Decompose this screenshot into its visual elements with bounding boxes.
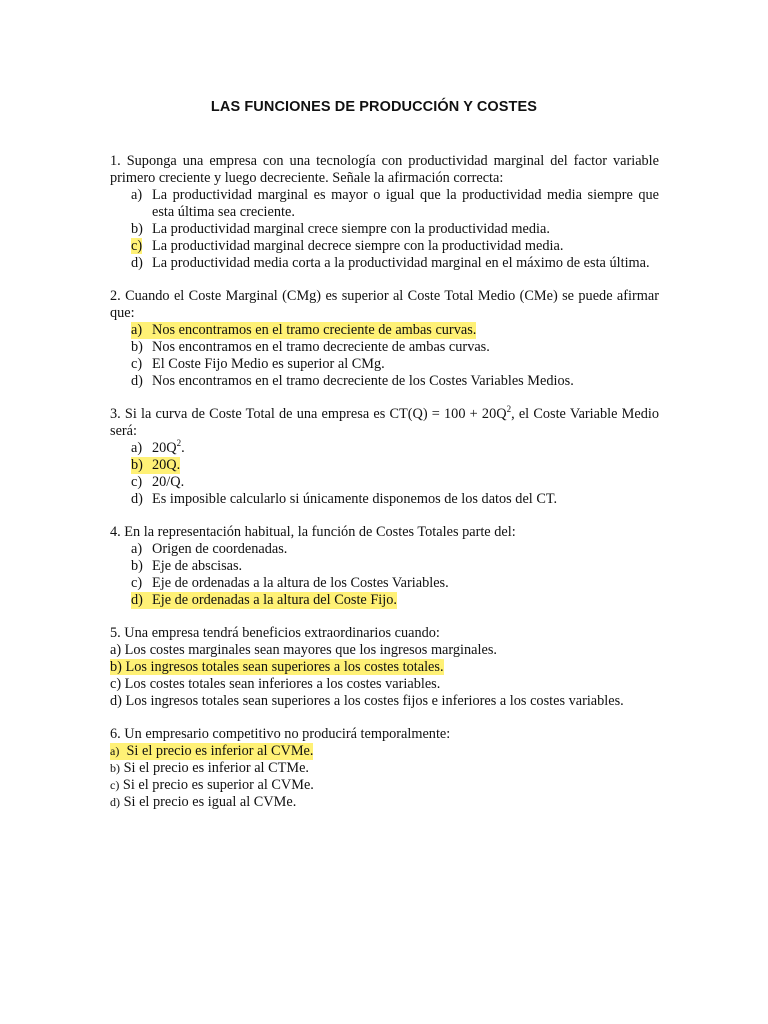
q6-option-b: b) Si el precio es inferior al CTMe. xyxy=(110,760,309,776)
question-6-stem: 6. Un empresario competitivo no producirá temporalmente: xyxy=(110,726,451,742)
question-2 xyxy=(110,288,659,390)
q1-option-a: a) La productividad marginal es mayor o igual que la productividad media siempre que esta última sea creciente. xyxy=(131,187,659,220)
q3-option-d: d) Es imposible calcularlo si únicamente disponemos de los datos del CT. xyxy=(131,491,558,507)
question-3-stem: 3. Si la curva de Coste Total de una empresa es $CT(Q) = 100 + 20Q^2$, el Coste Variable Medio será: xyxy=(110,404,659,439)
q3-answer-highlight: 20Q. xyxy=(152,457,181,473)
q4-option-d: d) Eje de ordenadas a la altura del Coste Fijo. xyxy=(131,592,397,608)
q2-option-a: a) Nos encontramos en el tramo creciente de ambas curvas. xyxy=(131,322,477,338)
q5-option-b xyxy=(110,659,659,676)
q1-option-d: d) La productividad media corta a la productividad marginal en el máximo de esta última. xyxy=(131,255,650,271)
q4-answer-highlight: Eje de ordenadas a la altura del Coste Fijo. xyxy=(152,592,397,608)
question-4 xyxy=(110,524,659,609)
q4-option-b: b) Eje de abscisas. xyxy=(131,558,243,574)
q5-answer-highlight: b) Los ingresos totales sean superiores a los costes totales. xyxy=(110,659,444,675)
question-2-stem: 2. Cuando el Coste Marginal (CMg) es superior al Coste Total Medio (CMe) se puede afirmar que: xyxy=(110,288,659,321)
q1-option-c: c) La productividad marginal decrece siempre con la productividad media. xyxy=(131,238,564,254)
q3-option-b: b) 20Q. xyxy=(131,457,181,473)
page-title: LAS FUNCIONES DE PRODUCCIÓN Y COSTES xyxy=(210,99,538,115)
q3-option-c: c) 20/Q. xyxy=(131,474,185,490)
question-5-stem: 5. Una empresa tendrá beneficios extraordinarios cuando: xyxy=(110,625,440,641)
q6-option-d: d) Si el precio es igual al CVMe. xyxy=(110,794,297,810)
question-5 xyxy=(110,625,659,710)
q2-option-b: b) Nos encontramos en el tramo decreciente de ambas curvas. xyxy=(131,339,490,355)
question-1-stem: 1. Suponga una empresa con una tecnología con productividad marginal del factor variable primero creciente y luego decreciente. Señale la afirmación correcta: xyxy=(110,153,659,186)
question-3 xyxy=(110,406,659,508)
q6-answer-highlight: Si el precio es inferior al CVMe. xyxy=(126,743,314,759)
question-4-stem: 4. En la representación habitual, la función de Costes Totales parte del: xyxy=(110,524,516,540)
q5-option-d: d) Los ingresos totales sean superiores a los costes fijos e inferiores a los costes variables. xyxy=(110,693,624,709)
q2-answer-highlight: Nos encontramos en el tramo creciente de ambas curvas. xyxy=(152,322,477,338)
q5-option-a: a) Los costes marginales sean mayores que los ingresos marginales. xyxy=(110,642,497,658)
q2-option-d: d) Nos encontramos en el tramo decreciente de los Costes Variables Medios. xyxy=(131,373,574,389)
q5-option-c: c) Los costes totales sean inferiores a los costes variables. xyxy=(110,676,441,692)
q6-option-c: c) Si el precio es superior al CVMe. xyxy=(110,777,314,793)
q1-answer-highlight: c) xyxy=(131,238,143,254)
q6-option-a: a) Si el precio es inferior al CVMe. xyxy=(110,743,314,759)
q4-option-c: c) Eje de ordenadas a la altura de los Costes Variables. xyxy=(131,575,449,591)
q4-option-a: a) Origen de coordenadas. xyxy=(131,541,288,557)
q3-option-a: a) $20Q^2$. xyxy=(131,438,185,456)
question-6 xyxy=(110,726,659,811)
q2-option-c: c) El Coste Fijo Medio es superior al CMg. xyxy=(131,356,385,372)
document-body xyxy=(110,153,659,827)
q1-option-b: b) La productividad marginal crece siempre con la productividad media. xyxy=(131,221,550,237)
question-1 xyxy=(110,153,659,272)
